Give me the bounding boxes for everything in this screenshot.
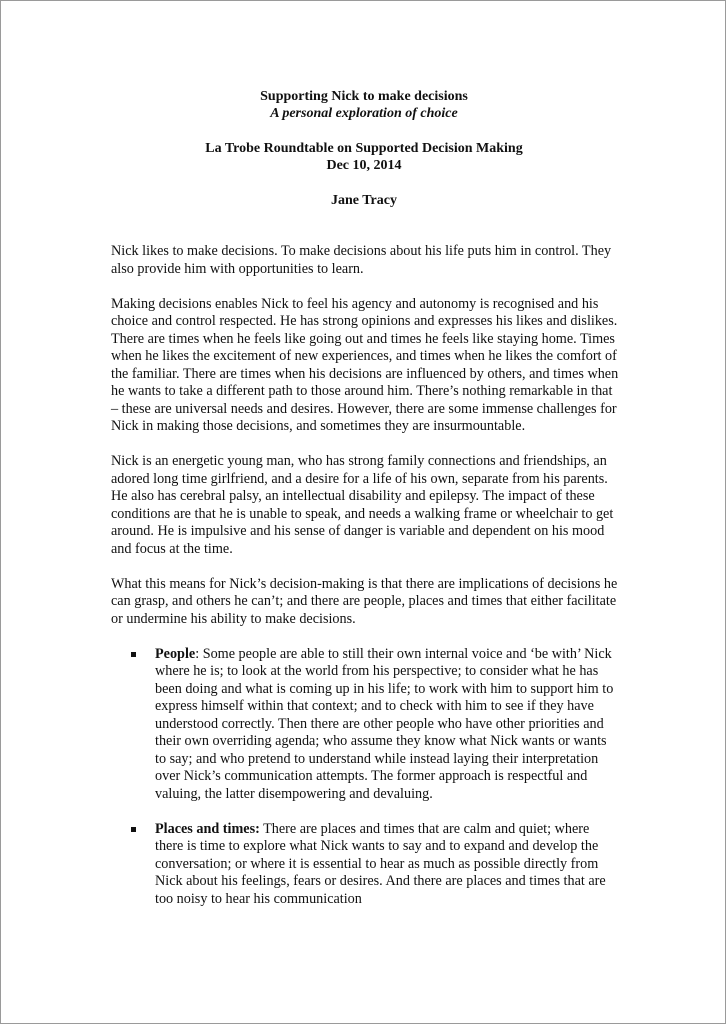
author-name: Jane Tracy — [331, 193, 397, 208]
document-subtitle: A personal exploration of choice — [270, 106, 458, 121]
document-body — [111, 243, 621, 926]
title-spacer — [1, 122, 726, 140]
bullet-text: There are places and times that are calm and quiet; where there is time to explore what Nick wants to say and to expand and develop the conversation; or where it is essential to hear as much as possible directly from Nick about his feelings, fears or desires. And there are places and times that are too noisy to hear his communication — [155, 820, 606, 907]
document-title: Supporting Nick to make decisions — [260, 89, 468, 104]
bullet-text: Some people are able to still their own internal voice and ‘be with’ Nick where he is; to look at the world from his perspective; to consider what he has been doing and what is coming up in his life; to work with him to support him to express himself within that context; and to check with him to see if they have understood correctly. Then there are other people who have other priorities and their own overriding agenda; who assume they know what Nick wants or wants to say; and who pretend to understand while instead laying their interpretation over Nick’s communication attempts. The former approach is respectful and valuing, the latter disempowering and devaluing. — [155, 645, 614, 802]
bullet-separator: : — [195, 645, 200, 662]
author-spacer — [1, 174, 726, 192]
event-name: La Trobe Roundtable on Supported Decision Making — [205, 141, 523, 156]
paragraph: Nick likes to make decisions. To make decisions about his life puts him in control. They also provide him with opportunities to learn. — [111, 243, 612, 277]
bullet-list — [111, 646, 621, 909]
bullet-marker-icon — [131, 652, 136, 657]
event-date: Dec 10, 2014 — [326, 158, 402, 173]
paragraph: Making decisions enables Nick to feel his agency and autonomy is recognised and his choice and control respected. He has strong opinions and expresses his likes and dislikes. There are times when he feels like going out and times he feels like staying home. Times when he likes the excitement of new experiences, and times when he likes the comfort of the familiar. There are times when his decisions are influenced by others, and times when he wants to take a different path to those around him. There’s nothing remarkable in that – these are universal needs and desires. However, there are some immense challenges for Nick in making those decisions, and sometimes they are insurmountable. — [111, 295, 619, 434]
bullet-item-places-and-times — [155, 821, 621, 909]
paragraph: Nick is an energetic young man, who has strong family connections and friendships, an adored long time girlfriend, and a desire for a life of his own, separate from his parents. He also has cerebral palsy, an intellectual disability and epilepsy. The impact of these conditions are that he is unable to speak, and needs a walking frame or wheelchair to get around. He is impulsive and his sense of danger is variable and dependent on his mood and focus at the time. — [111, 453, 614, 557]
title-block — [1, 88, 726, 209]
bullet-marker-icon — [131, 827, 136, 832]
bullet-item-people — [155, 646, 621, 804]
bullet-heading: Places and times: — [155, 820, 260, 837]
bullet-heading: People — [155, 645, 196, 662]
paragraph: What this means for Nick’s decision-making is that there are implications of decisions he can grasp, and others he can’t; and there are people, places and times that either facilitate or undermine his ability to make decisions. — [111, 575, 618, 627]
